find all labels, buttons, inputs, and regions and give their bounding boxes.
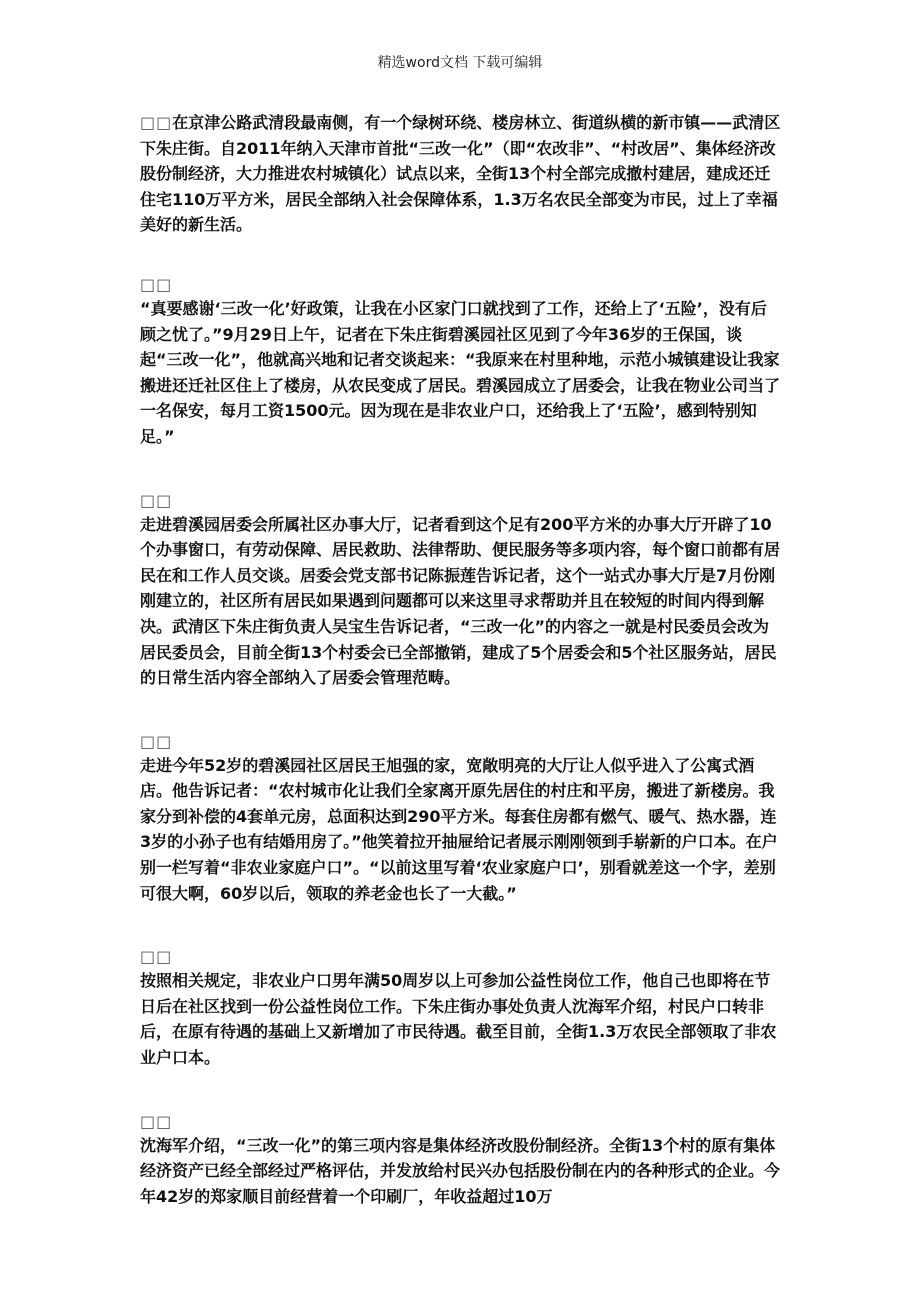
paragraph-3 — [140, 488, 782, 691]
paragraph-text: 在京津公路武清段最南侧，有一个绿树环绕、楼房林立、街道纵横的新市镇——武清区下朱庄街。自2011年纳入天津市首批“三改一化”（即“农改非”、“村改居”、集体经济改股份制经济，大力推进农村城镇化）试点以来，全街13个村全部完成撤村建居，建成还迁住宅110万平方米，居民全部纳入社会保障体系，1.3万名农民全部变为市民，过上了幸福美好的新生活。 — [140, 113, 781, 235]
paragraph-6 — [140, 1109, 782, 1210]
header-title: 精选word文档 下载可编辑 — [377, 55, 543, 71]
page-header — [0, 54, 920, 72]
document-body — [140, 110, 782, 1247]
paragraph-text: 走进碧溪园居委会所属社区办事大厅，记者看到这个足有200平方米的办事大厅开辟了10个办事窗口，有劳动保障、居民救助、法律帮助、便民服务等多项内容，每个窗口前都有居民在和工作人员交谈。居委会党支部书记陈振莲告诉记者，这个一站式办事大厅是7月份刚刚建立的，社区所有居民如果遇到问题都可以来这里寻求帮助并且在较短的时间内得到解决。武清区下朱庄街负责人吴宝生告诉记者，“三改一化”的内容之一就是村民委员会改为居民委员会，目前全街13个村委会已全部撤销，建成了5个居委会和5个社区服务站，居民的日常生活内容全部纳入了居委会管理范畴。 — [140, 514, 781, 688]
paragraph-marker: □□ — [140, 490, 173, 510]
paragraph-marker: □□ — [140, 113, 173, 132]
paragraph-text: 沈海军介绍，“三改一化”的第三项内容是集体经济改股份制经济。全街13个村的原有集体经济资产已经全部经过严格评估，并发放给村民兴办包括股份制在内的各种形式的企业。今年42岁的郑家顺目前经营着一个印刷厂，年收益超过10万 — [140, 1135, 781, 1206]
paragraph-text: 按照相关规定，非农业户口男年满50周岁以上可参加公益性岗位工作，他自己也即将在节日后在社区找到一份公益性岗位工作。下朱庄街办事处负责人沈海军介绍，村民户口转非后，在原有待遇的基础上又新增加了市民待遇。截至目前，全街1.3万农民全部领取了非农业户口本。 — [140, 971, 777, 1068]
paragraph-marker: □□ — [140, 947, 173, 967]
paragraph-1 — [140, 110, 782, 238]
paragraph-text: “真要感谢‘三改一化’好政策，让我在小区家门口就找到了工作，还给上了‘五险’，没有后顾之忧了。”9月29日上午，记者在下朱庄街碧溪园社区见到了今年36岁的王保国，谈起“三改一化”，他就高兴地和记者交谈起来：“我原来在村里种地，示范小城镇建设让我家搬进还迁社区住上了楼房，从农民变成了居民。碧溪园成立了居委会，让我在物业公司当了一名保安，每月工资1500元。因为现在是非农业户口，还给我上了‘五险’，感到特别知足。” — [140, 298, 781, 446]
paragraph-2 — [140, 272, 782, 450]
paragraph-4 — [140, 729, 782, 907]
paragraph-marker: □□ — [140, 731, 173, 751]
paragraph-marker: □□ — [140, 274, 173, 294]
paragraph-text: 走进今年52岁的碧溪园社区居民王旭强的家，宽敞明亮的大厅让人似乎进入了公寓式酒店。他告诉记者：“农村城市化让我们全家离开原先居住的村庄和平房，搬进了新楼房。我家分到补偿的4套单元房，总面积达到290平方米。每套住房都有燃气、暖气、热水器，连3岁的小孙子也有结婚用房了。”他笑着拉开抽屉给记者展示刚刚领到手崭新的户口本。在户别一栏写着“非农业家庭户口”。“以前这里写着‘农业家庭户口’，别看就差这一个字，差别可很大啊，60岁以后，领取的养老金也长了一大截。” — [140, 755, 778, 903]
paragraph-marker: □□ — [140, 1111, 173, 1131]
paragraph-5 — [140, 944, 782, 1070]
